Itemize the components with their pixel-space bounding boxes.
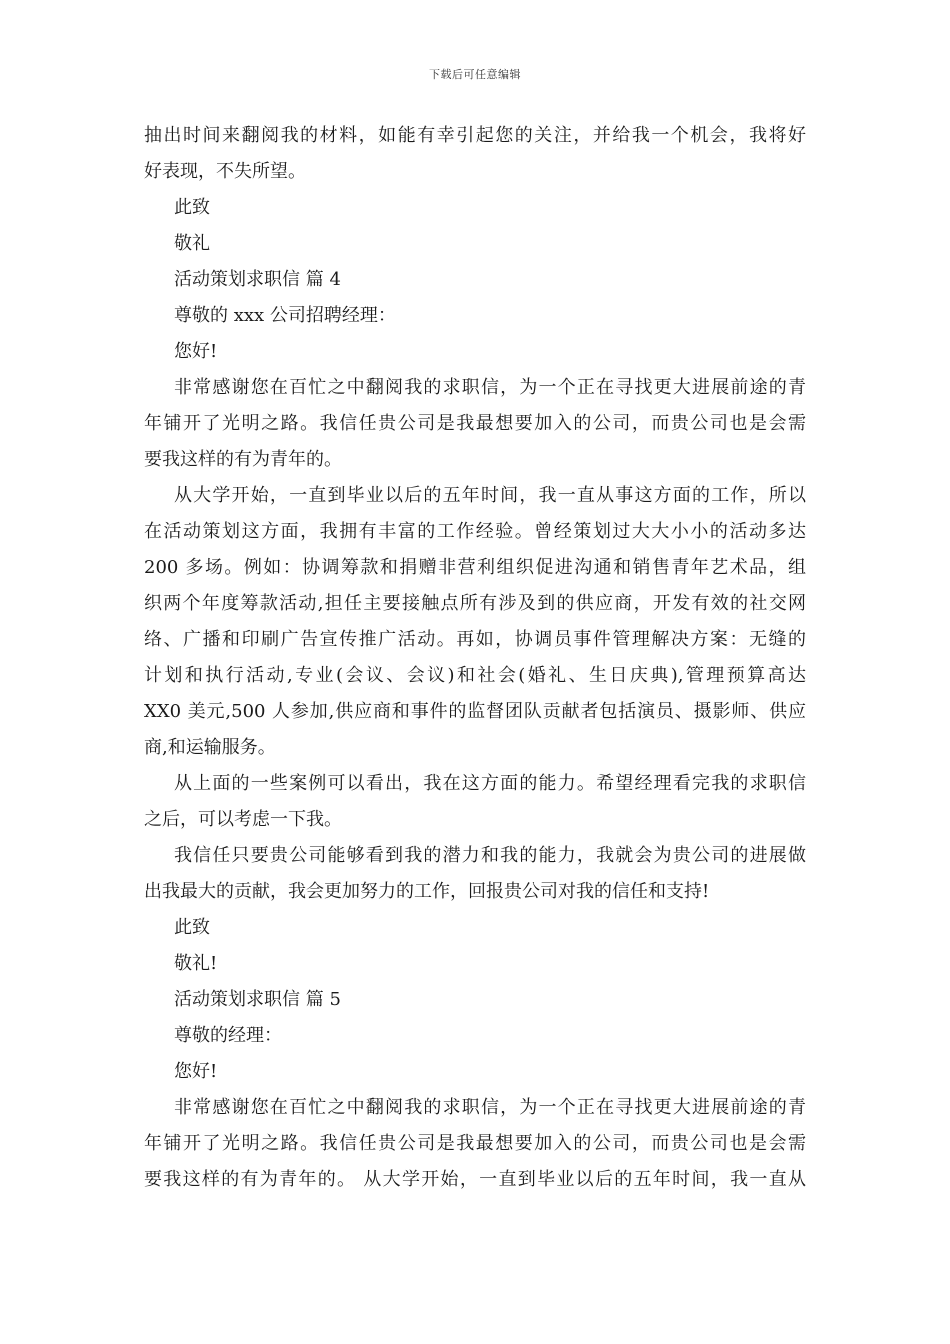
text-line: 尊敬的经理： bbox=[174, 1025, 282, 1046]
text-line: 计划和执行活动,专业(会议、会议)和社会(婚礼、生日庆典),管理预算高达 bbox=[144, 665, 806, 686]
text-line: 此致 bbox=[174, 197, 210, 218]
text-line: 织两个年度筹款活动,担任主要接触点所有涉及到的供应商，开发有效的社交网 bbox=[144, 593, 806, 614]
header-note: 下载后可任意编辑 bbox=[429, 68, 521, 81]
text-line: 络、广播和印刷广告宣传推广活动。再如，协调员事件管理解决方案：无缝的 bbox=[144, 629, 806, 650]
text-line: 活动策划求职信 篇 4 bbox=[174, 269, 341, 290]
text-line: 年铺开了光明之路。我信任贵公司是我最想要加入的公司，而贵公司也是会需 bbox=[144, 1133, 806, 1154]
text-line: 年铺开了光明之路。我信任贵公司是我最想要加入的公司，而贵公司也是会需 bbox=[144, 413, 806, 434]
text-line: 之后，可以考虑一下我。 bbox=[144, 809, 342, 830]
text-line: 从上面的一些案例可以看出，我在这方面的能力。希望经理看完我的求职信 bbox=[174, 773, 806, 794]
text-line: 敬礼! bbox=[174, 953, 218, 974]
text-line: 抽出时间来翻阅我的材料，如能有幸引起您的关注，并给我一个机会，我将好 bbox=[144, 125, 806, 146]
text-line: 此致 bbox=[174, 917, 210, 938]
text-line: 非常感谢您在百忙之中翻阅我的求职信，为一个正在寻找更大进展前途的青 bbox=[174, 377, 806, 398]
text-line: 您好! bbox=[174, 341, 218, 362]
text-line: 200 多场。例如：协调筹款和捐赠非营利组织促进沟通和销售青年艺术品，组 bbox=[144, 557, 806, 578]
text-line: 非常感谢您在百忙之中翻阅我的求职信，为一个正在寻找更大进展前途的青 bbox=[174, 1097, 806, 1118]
text-line: 商,和运输服务。 bbox=[144, 737, 276, 758]
text-line: 您好! bbox=[174, 1061, 218, 1082]
text-line: 敬礼 bbox=[174, 233, 210, 254]
text-line: 要我这样的有为青年的。 从大学开始，一直到毕业以后的五年时间，我一直从 bbox=[144, 1169, 806, 1190]
text-line: 在活动策划这方面，我拥有丰富的工作经验。曾经策划过大大小小的活动多达 bbox=[144, 521, 806, 542]
text-line: 出我最大的贡献，我会更加努力的工作，回报贵公司对我的信任和支持! bbox=[144, 881, 710, 902]
text-line: 我信任只要贵公司能够看到我的潜力和我的能力，我就会为贵公司的进展做 bbox=[174, 845, 806, 866]
text-line: 活动策划求职信 篇 5 bbox=[174, 989, 341, 1010]
text-line: 尊敬的 xxx 公司招聘经理： bbox=[174, 305, 396, 326]
text-line: 好表现，不失所望。 bbox=[144, 161, 306, 182]
document-body bbox=[144, 118, 806, 1198]
text-line: XX0 美元,500 人参加,供应商和事件的监督团队贡献者包括演员、摄影师、供应 bbox=[144, 701, 806, 722]
text-line: 要我这样的有为青年的。 bbox=[144, 449, 342, 470]
text-line: 从大学开始，一直到毕业以后的五年时间，我一直从事这方面的工作，所以 bbox=[174, 485, 806, 506]
